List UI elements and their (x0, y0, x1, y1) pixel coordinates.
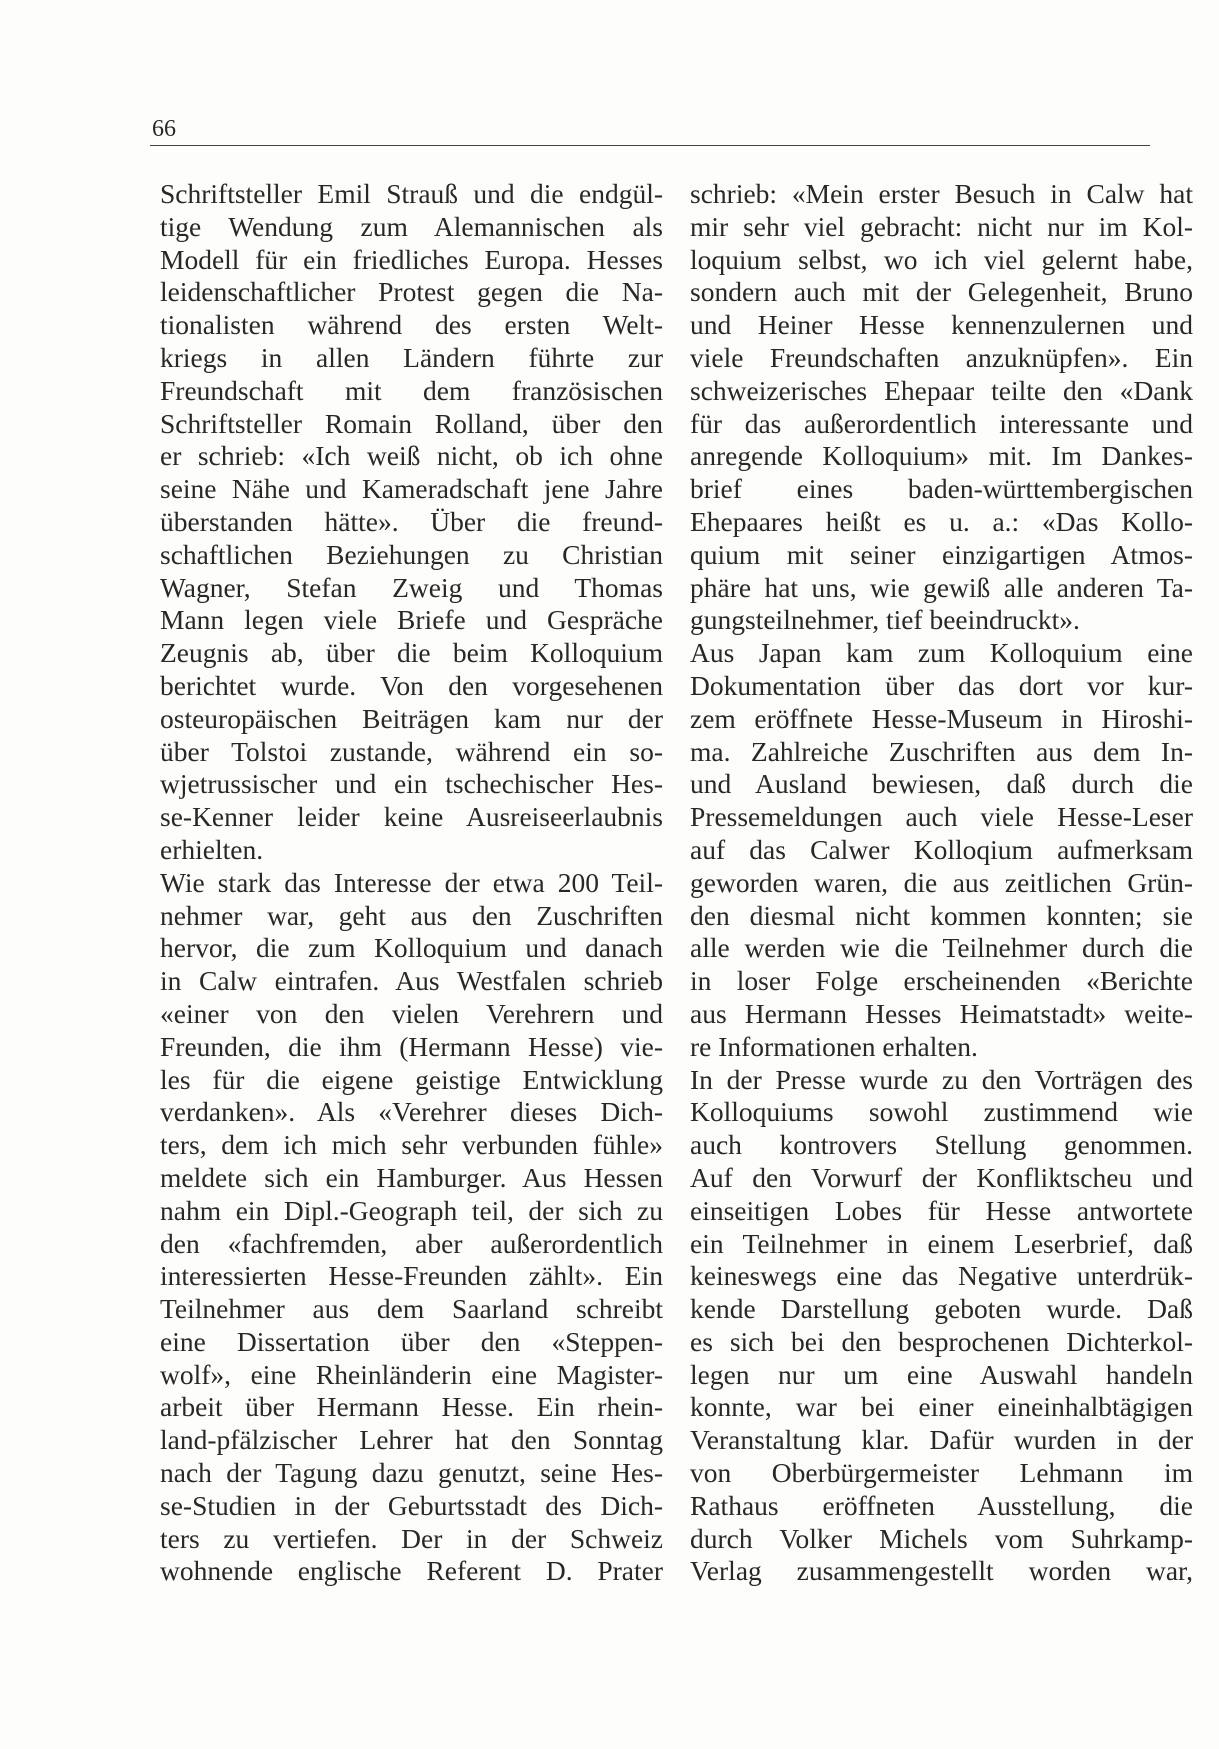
left-text-column (160, 178, 663, 1588)
text-line: sondern auch mit der Gelegenheit, Bruno (690, 276, 1193, 308)
text-line: In der Presse wurde zu den Vorträgen des (690, 1063, 1193, 1095)
text-line: von Oberbürgermeister Lehmann im (690, 1457, 1193, 1489)
text-line: Dokumentation über das dort vor kur- (690, 669, 1193, 701)
text-line: tionalisten während des ersten Welt- (160, 309, 663, 341)
text-line: geworden waren, die aus zeitlichen Grün- (690, 866, 1193, 898)
text-line: schaftlichen Beziehungen zu Christian (160, 538, 663, 570)
text-line: für das außerordentlich interessante und (690, 407, 1193, 439)
text-line: Pressemeldungen auch viele Hesse-Leser (690, 801, 1193, 833)
text-line: anregende Kolloquium» mit. Im Dankes- (690, 440, 1193, 472)
text-line: kriegs in allen Ländern führte zur (160, 341, 663, 373)
text-line: durch Volker Michels vom Suhrkamp- (690, 1522, 1193, 1554)
text-line: nahm ein Dipl.-Geograph teil, der sich zu (160, 1194, 663, 1226)
text-line: in Calw eintrafen. Aus Westfalen schrieb (160, 965, 663, 997)
text-line: les für die eigene geistige Entwicklung (160, 1063, 663, 1095)
text-line: Verlag zusammengestellt worden war, (690, 1555, 1193, 1587)
text-line: nehmer war, geht aus den Zuschriften (160, 899, 663, 931)
text-line: Aus Japan kam zum Kolloquium eine (690, 637, 1193, 669)
text-line: und Ausland bewiesen, daß durch die (690, 768, 1193, 800)
text-line: Auf den Vorwurf der Konfliktscheu und (690, 1161, 1193, 1193)
text-line: se-Studien in der Geburtsstadt des Dich- (160, 1489, 663, 1521)
text-line: schweizerisches Ehepaar teilte den «Dank (690, 374, 1193, 406)
text-line: phäre hat uns, wie gewiß alle anderen Ta- (690, 571, 1193, 603)
text-line: se-Kenner leider keine Ausreiseerlaubnis (160, 801, 663, 833)
text-line: schrieb: «Mein erster Besuch in Calw hat (690, 178, 1193, 209)
text-line: hervor, die zum Kolloquium und danach (160, 932, 663, 964)
text-line: tige Wendung zum Alemannischen als (160, 210, 663, 242)
text-line: quium mit seiner einzigartigen Atmos- (690, 538, 1193, 570)
text-line: legen nur um eine Auswahl handeln (690, 1358, 1193, 1390)
text-line: erhielten. (160, 833, 264, 865)
text-line: wohnende englische Referent D. Prater (160, 1555, 663, 1587)
page-number: 66 (152, 116, 176, 142)
text-line: überstanden hätte». Über die freund- (160, 505, 663, 537)
text-line: ma. Zahlreiche Zuschriften aus dem In- (690, 735, 1193, 767)
text-line: viele Freundschaften anzuknüpfen». Ein (690, 341, 1193, 373)
text-line: einseitigen Lobes für Hesse antwortete (690, 1194, 1193, 1226)
text-line: osteuropäischen Beiträgen kam nur der (160, 702, 663, 734)
text-line: loquium selbst, wo ich viel gelernt habe, (690, 243, 1193, 275)
text-line: Schriftsteller Emil Strauß und die endgül- (160, 178, 663, 209)
right-text-column (690, 178, 1193, 1588)
text-line: «einer von den vielen Verehrern und (160, 997, 663, 1029)
text-line: re Informationen erhalten. (690, 1030, 978, 1062)
text-line: auf das Calwer Kolloqium aufmerksam (690, 833, 1193, 865)
text-line: alle werden wie die Teilnehmer durch die (690, 932, 1193, 964)
text-line: Modell für ein friedliches Europa. Hesses (160, 243, 663, 275)
text-line: über Tolstoi zustande, während ein so- (160, 735, 663, 767)
text-line: es sich bei den besprochenen Dichterkol- (690, 1325, 1193, 1357)
text-line: seine Nähe und Kameradschaft jene Jahre (160, 473, 663, 505)
text-line: nach der Tagung dazu genutzt, seine Hes- (160, 1457, 663, 1489)
text-line: ters zu vertiefen. Der in der Schweiz (160, 1522, 663, 1554)
text-line: Freundschaft mit dem französischen (160, 374, 663, 406)
text-line: den diesmal nicht kommen konnten; sie (690, 899, 1193, 931)
header-rule (150, 145, 1150, 146)
text-line: berichtet wurde. Von den vorgesehenen (160, 669, 663, 701)
text-line: Freunden, die ihm (Hermann Hesse) vie- (160, 1030, 663, 1062)
text-line: in loser Folge erscheinenden «Berichte (690, 965, 1193, 997)
text-line: keineswegs eine das Negative unterdrük- (690, 1260, 1193, 1292)
text-line: und Heiner Hesse kennenzulernen und (690, 309, 1193, 341)
text-line: verdanken». Als «Verehrer dieses Dich- (160, 1096, 663, 1128)
text-line: wjetrussischer und ein tschechischer Hes- (160, 768, 663, 800)
text-line: ters, dem ich mich sehr verbunden fühle» (160, 1129, 663, 1161)
text-line: Kolloquiums sowohl zustimmend wie (690, 1096, 1193, 1128)
text-line: kende Darstellung geboten wurde. Daß (690, 1293, 1193, 1325)
text-line: land-pfälzischer Lehrer hat den Sonntag (160, 1424, 663, 1456)
text-line: Mann legen viele Briefe und Gespräche (160, 604, 663, 636)
text-line: arbeit über Hermann Hesse. Ein rhein- (160, 1391, 663, 1423)
text-line: gungsteilnehmer, tief beeindruckt». (690, 604, 1080, 636)
text-line: Rathaus eröffneten Ausstellung, die (690, 1489, 1193, 1521)
text-line: wolf», eine Rheinländerin eine Magister- (160, 1358, 663, 1390)
text-line: meldete sich ein Hamburger. Aus Hessen (160, 1161, 663, 1193)
text-line: brief eines baden-württembergischen (690, 473, 1193, 505)
text-line: Wie stark das Interesse der etwa 200 Teil- (160, 866, 663, 898)
text-line: leidenschaftlicher Protest gegen die Na- (160, 276, 663, 308)
text-line: Teilnehmer aus dem Saarland schreibt (160, 1293, 663, 1325)
text-line: konnte, war bei einer eineinhalbtägigen (690, 1391, 1193, 1423)
text-line: auch kontrovers Stellung genommen. (690, 1129, 1193, 1161)
text-line: Ehepaares heißt es u. a.: «Das Kollo- (690, 505, 1193, 537)
text-line: Wagner, Stefan Zweig und Thomas (160, 571, 663, 603)
text-line: aus Hermann Hesses Heimatstadt» weite- (690, 997, 1193, 1029)
text-line: interessierten Hesse-Freunden zählt». Ein (160, 1260, 663, 1292)
text-line: Veranstaltung klar. Dafür wurden in der (690, 1424, 1193, 1456)
text-line: ein Teilnehmer in einem Leserbrief, daß (690, 1227, 1193, 1259)
text-line: den «fachfremden, aber außerordentlich (160, 1227, 663, 1259)
text-line: Schriftsteller Romain Rolland, über den (160, 407, 663, 439)
text-line: Zeugnis ab, über die beim Kolloquium (160, 637, 663, 669)
text-line: mir sehr viel gebracht: nicht nur im Kol- (690, 210, 1193, 242)
text-line: eine Dissertation über den «Steppen- (160, 1325, 663, 1357)
text-line: zem eröffnete Hesse-Museum in Hiroshi- (690, 702, 1193, 734)
text-line: er schrieb: «Ich weiß nicht, ob ich ohne (160, 440, 663, 472)
